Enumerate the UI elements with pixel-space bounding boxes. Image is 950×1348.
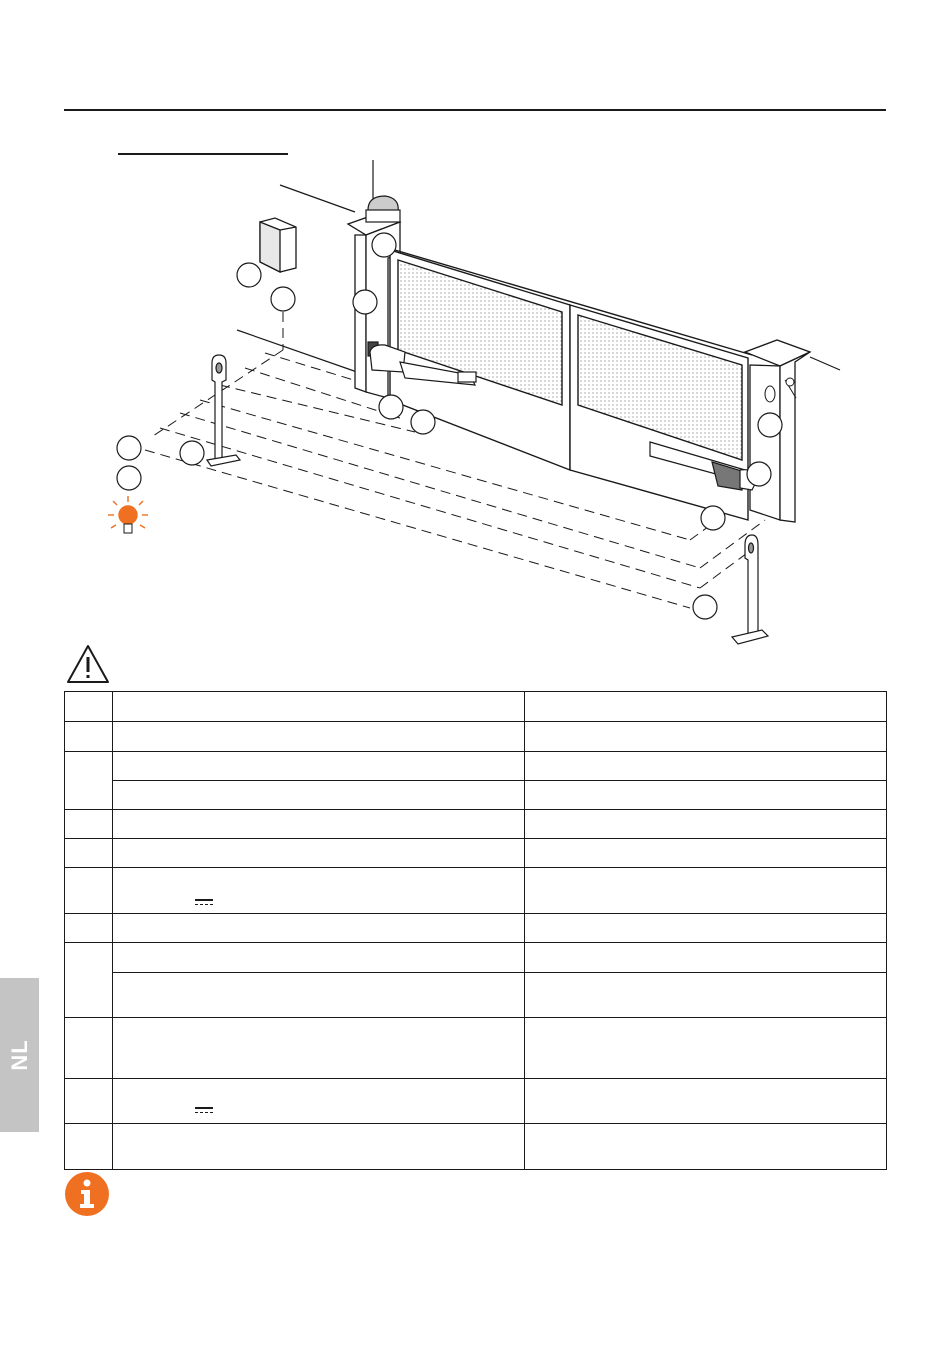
table-cell [113, 1018, 525, 1079]
table-row [65, 973, 887, 1018]
table-cell [65, 752, 113, 810]
table-cell [113, 914, 525, 943]
table-cell [113, 752, 525, 781]
table-cell [525, 781, 887, 810]
components-table [64, 691, 887, 1170]
table-row [65, 752, 887, 781]
table-cell [525, 914, 887, 943]
table-cell [65, 839, 113, 868]
language-tab [0, 978, 39, 1132]
table-cell [525, 1079, 887, 1124]
photocell-post-right [732, 535, 768, 644]
table-cell [525, 1018, 887, 1079]
installation-diagram [0, 150, 950, 650]
table-cell [65, 1079, 113, 1124]
table-cell [525, 973, 887, 1018]
flashing-light [366, 160, 400, 222]
table-cell [65, 1018, 113, 1079]
table-cell [65, 810, 113, 839]
table-cell [65, 722, 113, 752]
table-row [65, 1018, 887, 1079]
table-cell [65, 914, 113, 943]
table-row [65, 943, 887, 973]
table-cell [65, 943, 113, 1018]
dc-symbol-icon [195, 899, 213, 907]
table-cell [65, 692, 113, 722]
table-cell [65, 868, 113, 914]
table-cell [113, 839, 525, 868]
table-cell [113, 1079, 525, 1124]
table-cell [113, 868, 525, 914]
language-tab-label: NL [6, 1039, 32, 1071]
table-cell [525, 1124, 887, 1170]
table-cell [113, 781, 525, 810]
table-row [65, 781, 887, 810]
table-cell [113, 1124, 525, 1170]
table-row [65, 692, 887, 722]
gate [388, 248, 752, 520]
table-row [65, 868, 887, 914]
table-row [65, 722, 887, 752]
table-row [65, 810, 887, 839]
info-circle-icon [63, 1170, 111, 1218]
table-cell [65, 1124, 113, 1170]
table-cell [525, 943, 887, 973]
dc-symbol-icon [195, 1107, 213, 1115]
table-cell [525, 692, 887, 722]
table-cell [113, 973, 525, 1018]
table-cell [525, 868, 887, 914]
table-cell [113, 692, 525, 722]
table-row [65, 839, 887, 868]
control-box [260, 218, 296, 272]
table-cell [525, 839, 887, 868]
table-cell [525, 752, 887, 781]
table-cell [113, 722, 525, 752]
table-cell [113, 943, 525, 973]
table-row [65, 1079, 887, 1124]
table-cell [113, 810, 525, 839]
table-row [65, 914, 887, 943]
light-bulb-icon [108, 496, 148, 533]
page-header-rule [64, 109, 886, 111]
warning-triangle-icon [66, 644, 110, 684]
table-row [65, 1124, 887, 1170]
table-cell [525, 722, 887, 752]
table-cell [525, 810, 887, 839]
